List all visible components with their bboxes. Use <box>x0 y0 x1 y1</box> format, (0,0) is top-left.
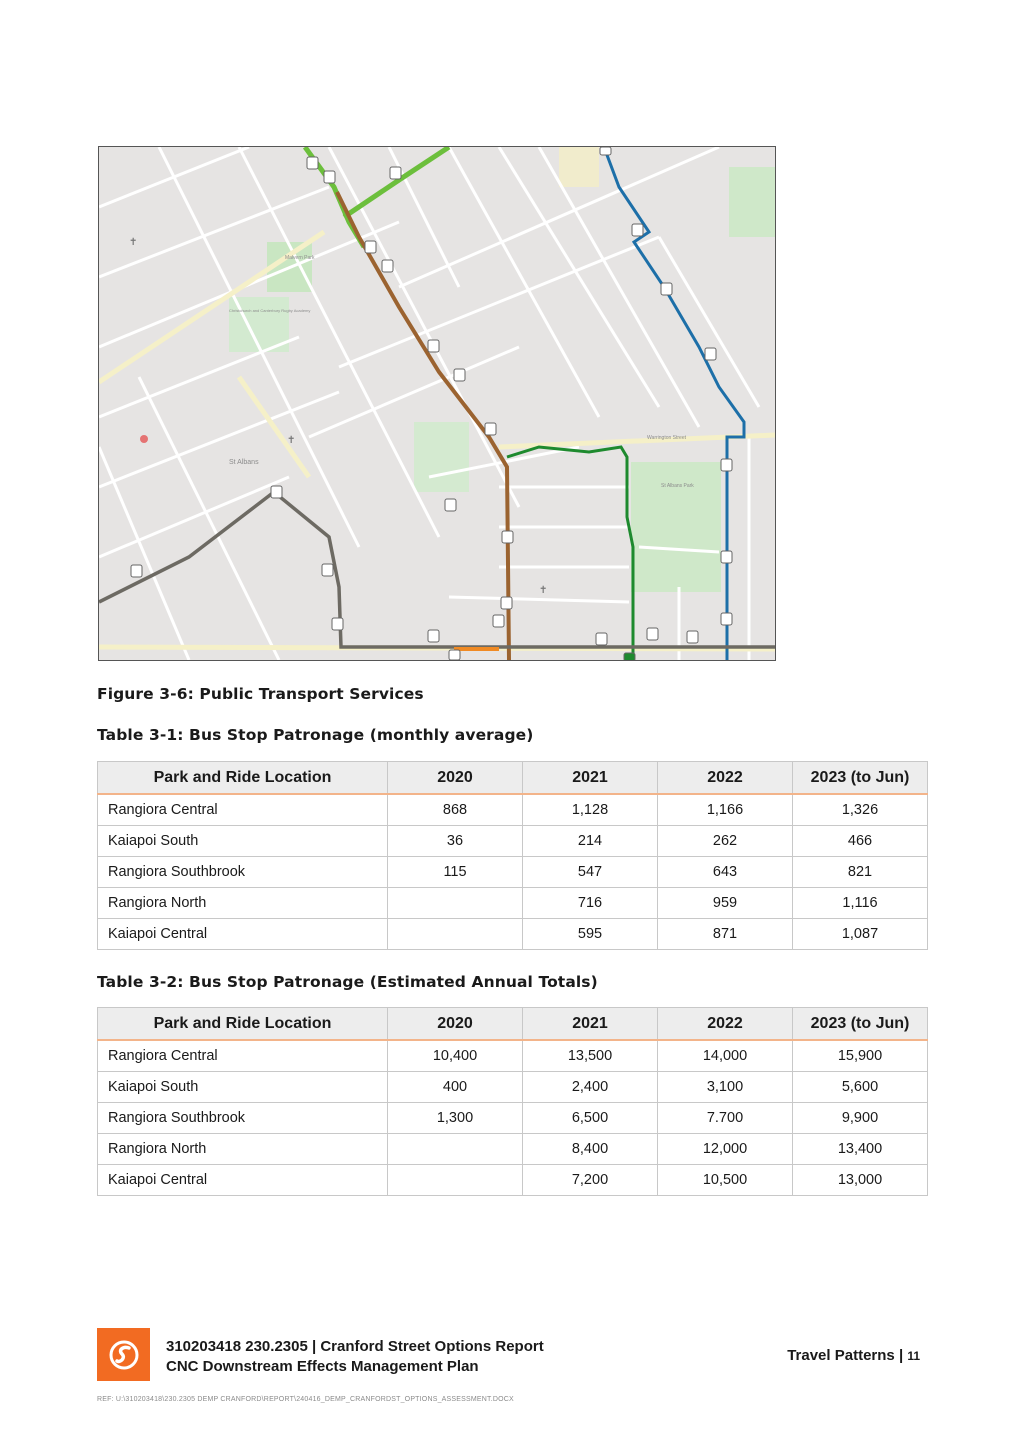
location-cell: Kaiapoi South <box>98 826 388 857</box>
table-header-row <box>98 1008 928 1041</box>
bus-stop-icon <box>307 157 318 169</box>
bus-stop-icon <box>390 167 401 179</box>
value-cell: 6,500 <box>523 1103 658 1134</box>
column-header: 2022 <box>658 762 793 795</box>
bus-stop-icon <box>661 283 672 295</box>
location-cell: Rangiora North <box>98 1134 388 1165</box>
value-cell <box>388 888 523 919</box>
value-cell: 8,400 <box>523 1134 658 1165</box>
figure-caption: Figure 3-6: Public Transport Services <box>97 685 424 703</box>
value-cell <box>388 919 523 950</box>
value-cell: 821 <box>793 857 928 888</box>
value-cell: 1,300 <box>388 1103 523 1134</box>
bus-stop-icon <box>332 618 343 630</box>
bus-stop-icon <box>449 650 460 660</box>
stantec-logo-icon <box>97 1328 150 1381</box>
bus-stop-icon <box>365 241 376 253</box>
bus-stop-icon <box>382 260 393 272</box>
bus-stop-icon <box>271 486 282 498</box>
park-area <box>414 422 469 492</box>
value-cell: 36 <box>388 826 523 857</box>
value-cell: 959 <box>658 888 793 919</box>
bus-stop-icon <box>600 147 611 155</box>
hospital-icon <box>140 435 148 443</box>
value-cell: 868 <box>388 794 523 826</box>
value-cell: 7.700 <box>658 1103 793 1134</box>
bus-stop-icon <box>322 564 333 576</box>
map-canvas <box>99 147 775 660</box>
value-cell: 214 <box>523 826 658 857</box>
column-header: 2022 <box>658 1008 793 1041</box>
table-row <box>98 826 928 857</box>
value-cell: 15,900 <box>793 1040 928 1072</box>
bus-stop-icon <box>454 369 465 381</box>
table-row <box>98 857 928 888</box>
church-icon: ✝ <box>539 585 548 596</box>
bus-stop-icon <box>632 224 643 236</box>
document-reference: REF: U:\310203418\230.2305 DEMP CRANFORD\REPORT\240416_DEMP_CRANFORDST_OPTIONS_ASSESSMENT.DOCX <box>97 1396 514 1403</box>
bus-stop-icon <box>687 631 698 643</box>
value-cell: 262 <box>658 826 793 857</box>
table1 <box>97 761 928 950</box>
value-cell: 9,900 <box>793 1103 928 1134</box>
value-cell: 547 <box>523 857 658 888</box>
column-header: Park and Ride Location <box>98 762 388 795</box>
bus-stop-icon <box>624 653 635 660</box>
footer-section-name: Travel Patterns <box>787 1347 895 1364</box>
value-cell: 1,128 <box>523 794 658 826</box>
value-cell: 10,500 <box>658 1165 793 1196</box>
church-icon: ✝ <box>129 237 138 248</box>
value-cell: 3,100 <box>658 1072 793 1103</box>
park-area <box>559 147 599 187</box>
bus-stop-icon <box>428 340 439 352</box>
bus-stop-icon <box>493 615 504 627</box>
bus-stop-icon <box>647 628 658 640</box>
bus-stop-icon <box>445 499 456 511</box>
location-cell: Rangiora Central <box>98 794 388 826</box>
table2 <box>97 1007 928 1196</box>
park-area <box>729 167 775 237</box>
value-cell: 7,200 <box>523 1165 658 1196</box>
bus-stop-icon <box>721 613 732 625</box>
value-cell: 2,400 <box>523 1072 658 1103</box>
bus-stop-icon <box>428 630 439 642</box>
footer-title-line1: 310203418 230.2305 | Cranford Street Options Report <box>166 1338 544 1355</box>
column-header: 2021 <box>523 762 658 795</box>
footer-title <box>166 1337 544 1377</box>
value-cell: 115 <box>388 857 523 888</box>
column-header: 2021 <box>523 1008 658 1041</box>
table-header-row <box>98 762 928 795</box>
value-cell: 13,400 <box>793 1134 928 1165</box>
value-cell: 14,000 <box>658 1040 793 1072</box>
logo-mark-icon <box>108 1339 140 1371</box>
table-row <box>98 1165 928 1196</box>
value-cell: 643 <box>658 857 793 888</box>
table-row <box>98 888 928 919</box>
column-header: 2020 <box>388 762 523 795</box>
public-transport-map <box>98 146 776 661</box>
location-cell: Kaiapoi Central <box>98 919 388 950</box>
value-cell: 5,600 <box>793 1072 928 1103</box>
value-cell: 466 <box>793 826 928 857</box>
table1-caption: Table 3-1: Bus Stop Patronage (monthly average) <box>97 726 534 744</box>
value-cell: 13,000 <box>793 1165 928 1196</box>
bus-stop-icon <box>721 551 732 563</box>
location-cell: Kaiapoi South <box>98 1072 388 1103</box>
column-header: 2023 (to Jun) <box>793 1008 928 1041</box>
table-row <box>98 1103 928 1134</box>
map-label-street: Warrington Street <box>647 435 686 441</box>
column-header: Park and Ride Location <box>98 1008 388 1041</box>
value-cell: 400 <box>388 1072 523 1103</box>
column-header: 2023 (to Jun) <box>793 762 928 795</box>
location-cell: Rangiora North <box>98 888 388 919</box>
location-cell: Kaiapoi Central <box>98 1165 388 1196</box>
table-row <box>98 919 928 950</box>
map-label-park2: St Albans Park <box>661 483 694 489</box>
bus-stop-icon <box>485 423 496 435</box>
table-row <box>98 1040 928 1072</box>
footer-separator: | <box>898 1347 904 1364</box>
value-cell: 12,000 <box>658 1134 793 1165</box>
value-cell: 1,166 <box>658 794 793 826</box>
map-label-rugby: Christchurch and Canterbury Rugby Academy <box>229 308 311 313</box>
value-cell <box>388 1165 523 1196</box>
table-row <box>98 1072 928 1103</box>
church-icon: ✝ <box>287 435 296 446</box>
column-header: 2020 <box>388 1008 523 1041</box>
value-cell <box>388 1134 523 1165</box>
value-cell: 1,326 <box>793 794 928 826</box>
route-light-green-b <box>344 147 449 217</box>
footer-section <box>787 1347 920 1364</box>
location-cell: Rangiora Southbrook <box>98 857 388 888</box>
value-cell: 595 <box>523 919 658 950</box>
page-number: 11 <box>907 1349 920 1363</box>
value-cell: 10,400 <box>388 1040 523 1072</box>
location-cell: Rangiora Southbrook <box>98 1103 388 1134</box>
bus-stop-icon <box>501 597 512 609</box>
bus-stop-icon <box>131 565 142 577</box>
bus-stop-icon <box>596 633 607 645</box>
table2-caption: Table 3-2: Bus Stop Patronage (Estimated Annual Totals) <box>97 973 598 991</box>
bus-stop-icon <box>502 531 513 543</box>
location-cell: Rangiora Central <box>98 1040 388 1072</box>
value-cell: 716 <box>523 888 658 919</box>
map-label-suburb: St Albans <box>229 459 259 466</box>
table-row <box>98 1134 928 1165</box>
route-dark-green <box>507 447 633 660</box>
value-cell: 871 <box>658 919 793 950</box>
bus-stop-icon <box>721 459 732 471</box>
table-row <box>98 794 928 826</box>
value-cell: 13,500 <box>523 1040 658 1072</box>
map-label-park: Malvern Park <box>285 255 315 261</box>
park-area <box>631 462 721 592</box>
value-cell: 1,087 <box>793 919 928 950</box>
bus-stop-icon <box>705 348 716 360</box>
footer-title-line2: CNC Downstream Effects Management Plan <box>166 1358 479 1375</box>
bus-stop-icon <box>324 171 335 183</box>
value-cell: 1,116 <box>793 888 928 919</box>
